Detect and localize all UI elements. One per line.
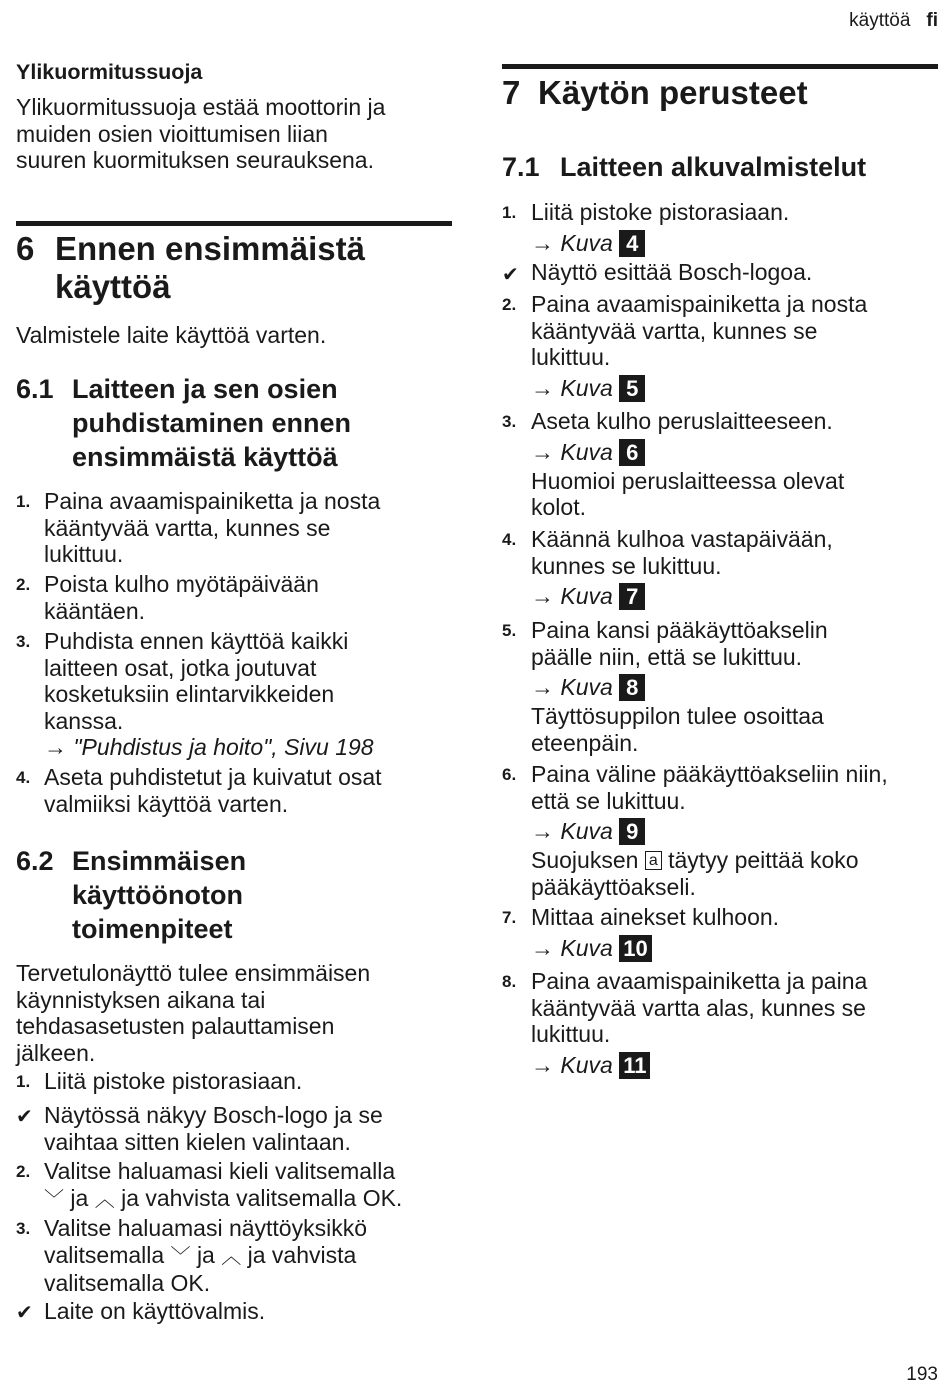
title-line: Ensimmäisen	[72, 846, 247, 876]
step-number: 8.	[502, 972, 517, 991]
figure-number-badge: 7	[619, 583, 645, 610]
step-text	[531, 968, 867, 1079]
arrow-right-icon: →	[531, 374, 561, 401]
text-line: valmiiksi käyttöä varten.	[44, 790, 289, 817]
text-line: kosketuksiin elintarvikkeiden	[44, 681, 335, 707]
text-select: valitsemalla	[44, 1270, 165, 1296]
step-number: 6.	[502, 765, 517, 784]
note-line: Huomioi peruslaitteessa olevat	[531, 467, 845, 494]
check-icon: ✔	[16, 1302, 33, 1324]
text-line: että se lukittuu.	[531, 787, 686, 814]
text-line: Paina väline pääkäyttöakseliin niin,	[531, 761, 888, 787]
title-line: puhdistaminen ennen	[72, 408, 352, 438]
step-number: 1.	[502, 203, 517, 222]
figure-number-badge: 10	[619, 935, 651, 962]
text-line: Tervetulonäyttö tulee ensimmäisen	[16, 960, 371, 986]
figure-label: Kuva	[560, 818, 613, 844]
figure-number-badge: 5	[619, 375, 645, 402]
chapter-6-title	[55, 230, 365, 306]
header-language: fi	[926, 10, 938, 31]
text-line: Paina kansi pääkäyttöakselin	[531, 617, 828, 643]
text-line: Valitse haluamasi näyttöyksikkö	[44, 1215, 367, 1241]
section-6-2-number: 6.2	[16, 846, 54, 876]
ok-label: OK	[170, 1270, 204, 1296]
figure-label: Kuva	[560, 934, 613, 961]
text-line: Aseta kulho peruslaitteeseen.	[531, 408, 833, 434]
step-text	[44, 488, 380, 568]
reference-text: "Puhdistus ja hoito", Sivu 198	[73, 734, 374, 760]
section-6-1-number: 6.1	[16, 374, 54, 404]
text-line: kääntyvää vartta, kunnes se	[44, 514, 331, 541]
text-line: Poista kulho myötäpäivään	[44, 571, 319, 597]
step-number: 1.	[16, 1072, 31, 1091]
chevron-up-icon: ︿	[94, 1188, 115, 1211]
figure-number-badge: 4	[619, 230, 645, 257]
text-line: Paina avaamispainiketta ja nosta	[44, 488, 381, 514]
cross-reference-link[interactable]	[44, 734, 374, 761]
text-line: Paina avaamispainiketta ja paina	[531, 968, 868, 994]
step-text	[44, 628, 374, 761]
note-post: täytyy peittää koko	[668, 847, 859, 873]
figure-reference[interactable]	[531, 439, 844, 466]
chapter-rule	[502, 64, 938, 69]
step-number: 4.	[16, 768, 31, 787]
step-text	[531, 408, 844, 521]
arrow-right-icon: →	[44, 734, 74, 760]
text-line: Näytössä näkyy Bosch-logo ja se	[44, 1102, 383, 1128]
arrow-right-icon: →	[531, 934, 561, 961]
step-text	[531, 617, 828, 756]
text-end: .	[395, 1184, 403, 1211]
overload-title: Ylikuormitussuoja	[16, 60, 203, 84]
figure-label: Kuva	[560, 438, 613, 465]
figure-reference[interactable]	[531, 375, 867, 402]
text-line: kääntyvää vartta alas, kunnes se	[531, 994, 866, 1021]
figure-label: Kuva	[560, 374, 613, 401]
figure-label: Kuva	[560, 583, 613, 609]
figure-reference[interactable]	[531, 1052, 867, 1079]
title-line: käyttöönoton	[72, 880, 243, 910]
chevron-down-icon: ﹀	[44, 1188, 64, 1211]
text-line	[44, 1242, 367, 1271]
step-text	[44, 571, 319, 624]
text-line: kääntäen.	[44, 597, 146, 624]
figure-number-badge: 6	[619, 439, 645, 466]
text-confirm: ja vahvista	[247, 1241, 357, 1268]
step-number: 4.	[502, 530, 517, 549]
result-text	[44, 1102, 383, 1155]
figure-reference[interactable]	[531, 230, 789, 257]
text-line: Valitse haluamasi kieli valitsemalla	[44, 1158, 396, 1184]
text-line: lukittuu.	[531, 1021, 611, 1047]
step-text	[531, 904, 779, 962]
step-text: Liitä pistoke pistorasiaan.	[44, 1068, 303, 1094]
text-line	[44, 1270, 367, 1297]
text-line: Käännä kulhoa vastapäivään,	[531, 526, 833, 552]
running-header	[849, 10, 938, 32]
text-line: vaihtaa sitten kielen valintaan.	[44, 1128, 351, 1155]
text-line: käynnistyksen aikana tai	[16, 986, 266, 1013]
title-line: Ennen ensimmäistä	[55, 230, 365, 267]
check-icon: ✔	[16, 1106, 33, 1128]
step-number: 3.	[16, 1219, 31, 1238]
text-select: valitsemalla	[44, 1241, 165, 1268]
text-line: suuren kuormituksen seurauksena.	[16, 147, 374, 173]
figure-number-badge: 8	[619, 674, 645, 701]
text-confirm: ja vahvista valitsemalla	[121, 1184, 357, 1211]
result-text: Näyttö esittää Bosch-logoa.	[531, 259, 813, 285]
text-line: tehdasasetusten palauttamisen	[16, 1013, 335, 1039]
text-line: kunnes se lukittuu.	[531, 552, 722, 579]
step-text	[44, 1158, 402, 1213]
text-line: laitteen osat, jotka joutuvat	[44, 654, 317, 681]
ok-label: OK	[362, 1184, 396, 1211]
arrow-right-icon: →	[531, 818, 561, 844]
section-6-1-title	[72, 372, 351, 474]
page-number: 193	[906, 1364, 938, 1385]
text-line: kääntyvää vartta, kunnes se	[531, 317, 818, 344]
section-7-1-title: Laitteen alkuvalmistelut	[560, 152, 867, 182]
text-end: .	[203, 1270, 211, 1296]
section-6-2-title	[72, 844, 246, 946]
note-line	[531, 847, 888, 874]
step-text	[531, 199, 789, 257]
result-text: Laite on käyttövalmis.	[44, 1298, 266, 1324]
text-line: Ylikuormitussuoja estää moottorin ja	[16, 94, 386, 120]
figure-reference[interactable]	[531, 935, 779, 962]
chapter-6-number: 6	[16, 230, 35, 267]
text-line: päälle niin, että se lukittuu.	[531, 643, 803, 670]
note-line: Täyttösuppilon tulee osoittaa	[531, 703, 824, 729]
check-icon: ✔	[502, 264, 519, 286]
figure-number-badge: 9	[619, 818, 645, 845]
text-line: Puhdista ennen käyttöä kaikki	[44, 628, 349, 654]
step-number: 3.	[502, 412, 517, 431]
figure-label: Kuva	[560, 1051, 613, 1078]
step-number: 2.	[16, 575, 31, 594]
text-ja: ja	[70, 1184, 89, 1211]
section-7-1-number: 7.1	[502, 152, 540, 182]
figure-reference[interactable]	[531, 583, 833, 610]
arrow-right-icon: →	[531, 583, 561, 609]
arrow-right-icon: →	[531, 674, 561, 700]
text-line: Paina avaamispainiketta ja nosta	[531, 291, 868, 317]
chevron-down-icon: ﹀	[170, 1245, 191, 1268]
step-text	[531, 761, 888, 900]
step-text	[531, 291, 867, 402]
section-6-2-intro	[16, 960, 370, 1066]
figure-reference[interactable]	[531, 818, 888, 845]
figure-number-badge: 11	[619, 1052, 650, 1079]
text-ja: ja	[196, 1241, 215, 1268]
part-label-badge: a	[645, 851, 662, 870]
step-text	[44, 764, 382, 817]
text-line: kanssa.	[44, 707, 124, 734]
step-number: 1.	[16, 492, 31, 511]
chapter-7-title: Käytön perusteet	[538, 74, 808, 111]
title-line: käyttöä	[55, 268, 171, 305]
text-line: jälkeen.	[16, 1039, 96, 1066]
text-line: Aseta puhdistetut ja kuivatut osat	[44, 764, 382, 790]
header-section: käyttöä	[849, 10, 911, 31]
step-number: 2.	[16, 1162, 31, 1181]
text-line: lukittuu.	[531, 344, 611, 370]
title-line: Laitteen ja sen osien	[72, 374, 338, 404]
arrow-right-icon: →	[531, 438, 561, 465]
chapter-7-number: 7	[502, 74, 521, 111]
step-text	[44, 1215, 367, 1297]
step-number: 5.	[502, 621, 517, 640]
arrow-right-icon: →	[531, 1051, 561, 1078]
note-pre: Suojuksen	[531, 847, 639, 873]
text-line: lukittuu.	[44, 541, 124, 567]
chapter-6-intro: Valmistele laite käyttöä varten.	[16, 322, 327, 348]
title-line: toimenpiteet	[72, 914, 233, 944]
step-number: 3.	[16, 632, 31, 651]
step-number: 7.	[502, 908, 517, 927]
chapter-rule	[16, 221, 452, 226]
arrow-right-icon: →	[531, 229, 561, 256]
note-line: pääkäyttöakseli.	[531, 873, 696, 900]
title-line: ensimmäistä käyttöä	[72, 442, 338, 472]
note-line: kolot.	[531, 494, 586, 520]
overload-text	[16, 94, 385, 174]
step-text	[531, 526, 833, 610]
chevron-up-icon: ︿	[221, 1245, 242, 1268]
text-line	[44, 1185, 402, 1214]
text-line: Mittaa ainekset kulhoon.	[531, 904, 780, 930]
text-line: Liitä pistoke pistorasiaan.	[531, 199, 790, 225]
figure-label: Kuva	[560, 674, 613, 700]
figure-reference[interactable]	[531, 674, 828, 701]
step-number: 2.	[502, 295, 517, 314]
figure-label: Kuva	[560, 229, 613, 256]
text-line: muiden osien vioittumisen liian	[16, 120, 328, 147]
note-line: eteenpäin.	[531, 729, 639, 756]
